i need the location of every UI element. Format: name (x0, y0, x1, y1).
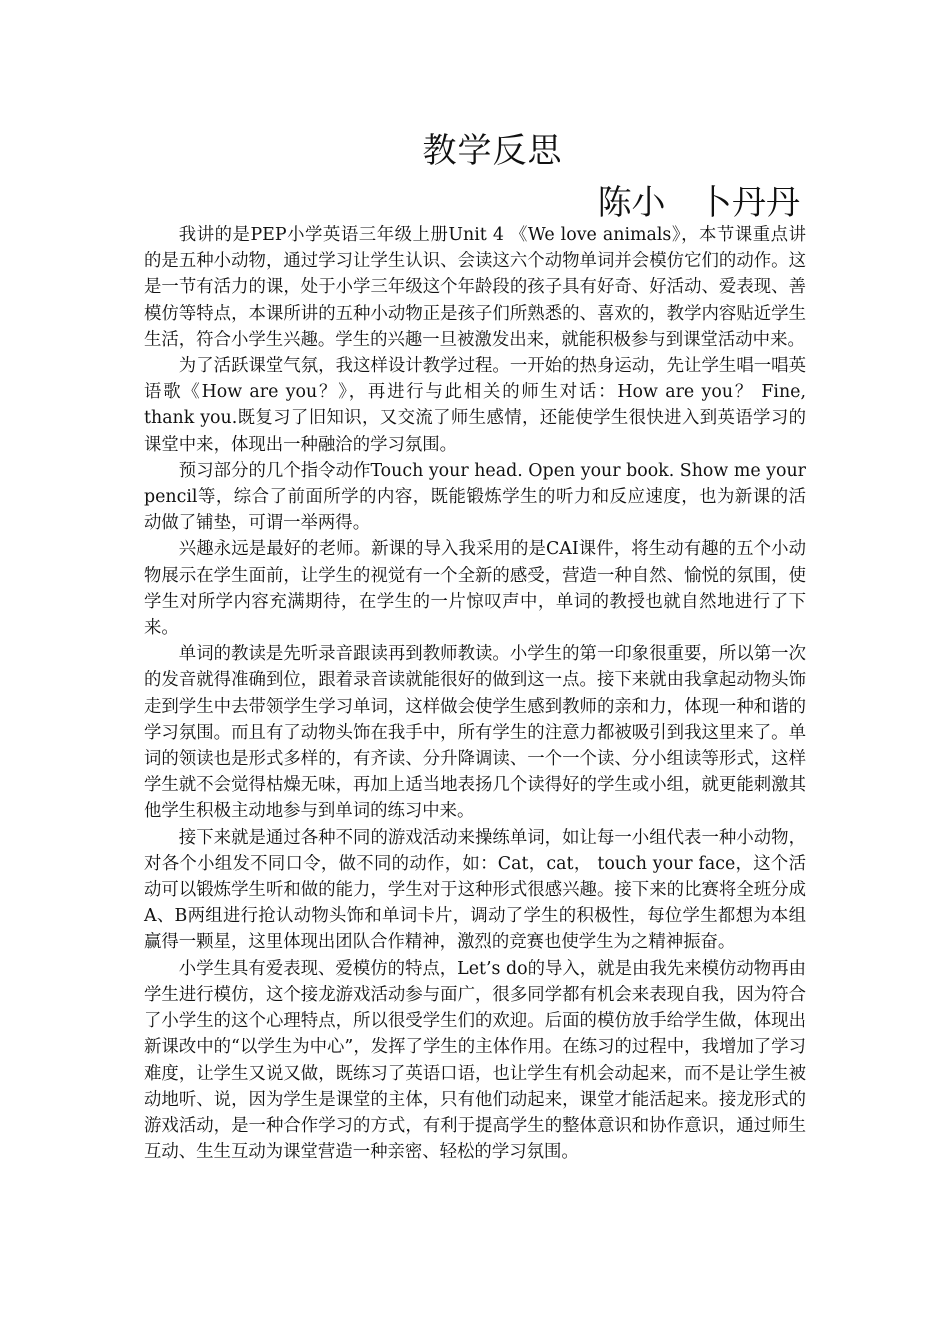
paragraph-4: 兴趣永远是最好的老师。新课的导入我采用的是CAI课件，将生动有趣的五个小动物展示在学生面前，让学生的视觉有一个全新的感受，营造一种自然、愉悦的氛围，使学生对所学内容充满期待，在学生的一片惊叹声中，单词的教授也就自然地进行了下来。 (144, 539, 806, 639)
paragraph-6: 接下来就是通过各种不同的游戏活动来操练单词，如让每一小组代表一种小动物，对各个小组发不同口令，做不同的动作，如：Cat，cat， touch your face，这个活动可以锻炼学生听和做的能力，学生对于这种形式很感兴趣。接下来的比赛将全班分成A、B两组进行抢认动物头饰和单词卡片，调动了学生的积极性，每位学生都想为本组赢得一颗星，这里体现出团队合作精神，激烈的竞赛也使学生为之精神振奋。 (144, 827, 806, 953)
document-body (144, 222, 806, 1165)
document-title: 教学反思 (422, 131, 563, 171)
paragraph-3: 预习部分的几个指令动作Touch your head. Open your book. Show me your pencil等，综合了前面所学的内容，既能锻炼学生的听力和反应速度，也为新课的活动做了铺垫，可谓一举两得。 (144, 460, 806, 534)
paragraph-1: 我讲的是PEP小学英语三年级上册Unit 4 《We love animals》，本节课重点讲的是五种小动物，通过学习让学生认识、会读这六个动物单词并会模仿它们的动作。这是一节有活力的课，处于小学三年级这个年龄段的孩子具有好奇、好活动、爱表现、善模仿等特点，本课所讲的五种小动物正是孩子们所熟悉的、喜欢的，教学内容贴近学生生活，符合小学生兴趣。学生的兴趣一旦被激发出来，就能积极参与到课堂活动中来。 (144, 225, 806, 350)
paragraph-5: 单词的教读是先听录音跟读再到教师教读。小学生的第一印象很重要，所以第一次的发音就得准确到位，跟着录音读就能很好的做到这一点。接下来就由我拿起动物头饰走到学生中去带领学生学习单词，这样做会使学生感到教师的亲和力，体现一种和谐的学习氛围。而且有了动物头饰在我手中，所有学生的注意力都被吸引到我这里来了。单词的领读也是形式多样的，有齐读、分升降调读、一个一个读、分小组读等形式，这样学生就不会觉得枯燥无味，再加上适当地表扬几个读得好的学生或小组，就更能刺激其他学生积极主动地参与到单词的练习中来。 (144, 644, 806, 822)
paragraph-2: 为了活跃课堂气氛，我这样设计教学过程。一开始的热身运动，先让学生唱一唱英语歌《How are you？》，再进行与此相关的师生对话：How are you？ Fine, thank you.既复习了旧知识，又交流了师生感情，还能使学生很快进入到英语学习的课堂中来，体现出一种融洽的学习氛围。 (144, 356, 806, 455)
paragraph-7: 小学生具有爱表现、爱模仿的特点，Let’s do的导入，就是由我先来模仿动物再由学生进行模仿，这个接龙游戏活动参与面广，很多同学都有机会来表现自我，因为符合了小学生的这个心理特点，所以很受学生们的欢迎。后面的模仿放手给学生做，体现出新课改中的“以学生为中心”，发挥了学生的主体作用。在练习的过程中，我增加了学习难度，让学生又说又做，既练习了英语口语，也让学生有机会动起来，而不是让学生被动地听、说，因为学生是课堂的主体，只有他们动起来，课堂才能活起来。接龙形式的游戏活动，是一种合作学习的方式，有利于提高学生的整体意识和协作意识，通过师生互动、生生互动为课堂营造一种亲密、轻松的学习氛围。 (144, 958, 806, 1163)
author-names: 陈小 卜丹丹 (597, 183, 800, 223)
